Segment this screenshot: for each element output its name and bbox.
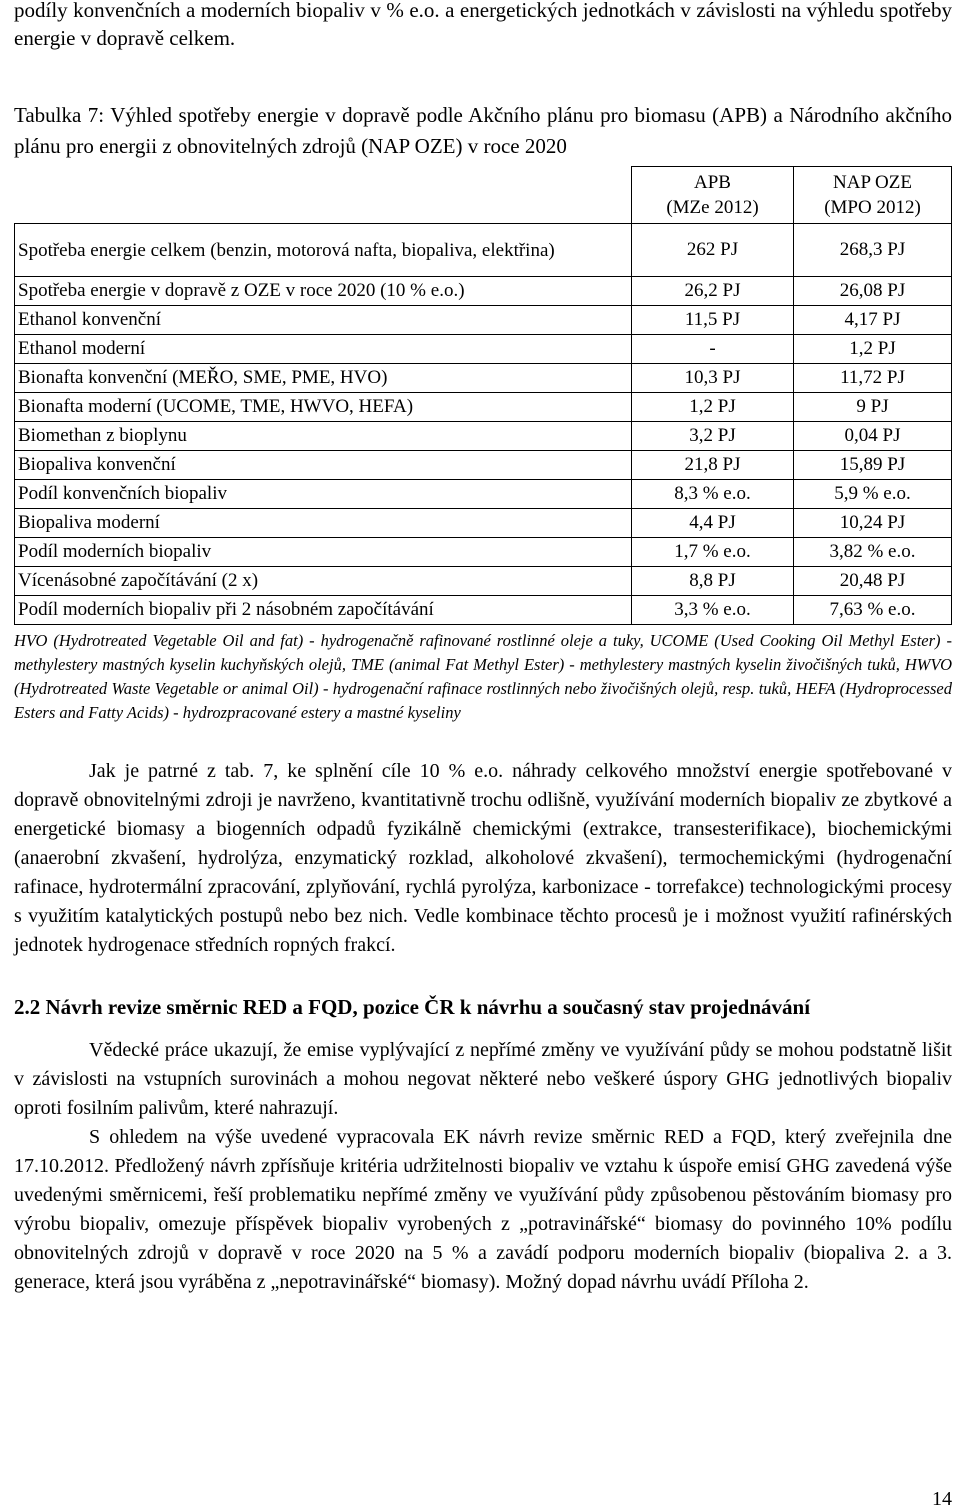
document-page (14, 0, 952, 1297)
table-row (15, 364, 952, 393)
row-apb-value: - (632, 335, 794, 364)
table-header-apb (632, 167, 794, 224)
row-apb-value: 10,3 PJ (632, 364, 794, 393)
row-nap-value: 7,63 % e.o. (794, 596, 952, 625)
row-label: Biopaliva moderní (15, 509, 632, 538)
row-label: Ethanol moderní (15, 335, 632, 364)
table-row (15, 422, 952, 451)
intro-text: podíly konvenčních a moderních biopaliv v % e.o. a energetických jednotkách v závislosti na výhledu spotřeby energie v dopravě celkem. (14, 0, 952, 50)
table-row (15, 306, 952, 335)
row-label: Podíl konvenčních biopaliv (15, 480, 632, 509)
row-label: Podíl moderních biopaliv (15, 538, 632, 567)
energy-table (14, 166, 952, 625)
table-row (15, 596, 952, 625)
row-nap-value: 5,9 % e.o. (794, 480, 952, 509)
table-caption: Tabulka 7: Výhled spotřeby energie v dopravě podle Akčního plánu pro biomasu (APB) a Národního akčního plánu pro energii z obnovitelných zdrojů (NAP OZE) v roce 2020 (14, 103, 952, 158)
row-nap-value: 1,2 PJ (794, 335, 952, 364)
row-nap-value: 268,3 PJ (794, 224, 952, 277)
row-nap-value: 4,17 PJ (794, 306, 952, 335)
row-label: Bionafta moderní (UCOME, TME, HWVO, HEFA) (15, 393, 632, 422)
row-apb-value: 1,2 PJ (632, 393, 794, 422)
nap-header-line2: (MPO 2012) (824, 197, 921, 218)
nap-header-line1: NAP OZE (833, 172, 912, 193)
table-row (15, 277, 952, 306)
row-apb-value: 262 PJ (632, 224, 794, 277)
row-label: Vícenásobné započítávání (2 x) (15, 567, 632, 596)
table-header-nap (794, 167, 952, 224)
paragraph-2: Vědecké práce ukazují, že emise vyplývající z nepřímé změny ve využívání půdy se mohou podstatně lišit v závislosti na vstupních surovinách a mohou negovat některé nebo veškeré úspory GHG jednotlivých biopaliv oproti fosilním palivům, které nahrazují. (14, 1039, 952, 1119)
table-row (15, 224, 952, 277)
paragraph-1: Jak je patrné z tab. 7, ke splnění cíle 10 % e.o. náhrady celkového množství energie spotřebované v dopravě obnovitelnými zdroji je navrženo, kvantitativně trochu odlišně, využívání moderních biopaliv ze zbytkové a energetické biomasy a biogenních odpadů fyzikálně chemickými (extrakce, transesterifikace), biochemickými (anaerobní zkvašení, hydrolýza, enzymatický rozklad, alkoholové zkvašení), termochemickými (hydrogenační rafinace, hydrotermální zpracování, zplyňování, rychlá pyrolýza, karbonizace - torrefakce) technologickými procesy s využitím katalytických postupů nebo bez nich. Vedle kombinace těchto procesů je i možnost využití rafinérských jednotek hydrogenace středních ropných frakcí. (14, 760, 952, 956)
table-row (15, 393, 952, 422)
row-nap-value: 26,08 PJ (794, 277, 952, 306)
table-header-empty-cell (15, 167, 632, 224)
row-apb-value: 3,3 % e.o. (632, 596, 794, 625)
apb-header-line1: APB (694, 172, 731, 193)
row-apb-value: 8,3 % e.o. (632, 480, 794, 509)
row-apb-value: 8,8 PJ (632, 567, 794, 596)
row-nap-value: 15,89 PJ (794, 451, 952, 480)
row-apb-value: 26,2 PJ (632, 277, 794, 306)
row-nap-value: 3,82 % e.o. (794, 538, 952, 567)
row-apb-value: 1,7 % e.o. (632, 538, 794, 567)
row-label: Bionafta konvenční (MEŘO, SME, PME, HVO) (15, 364, 632, 393)
table-row (15, 538, 952, 567)
table-row (15, 480, 952, 509)
row-label: Biomethan z bioplynu (15, 422, 632, 451)
row-apb-value: 11,5 PJ (632, 306, 794, 335)
row-apb-value: 21,8 PJ (632, 451, 794, 480)
row-apb-value: 3,2 PJ (632, 422, 794, 451)
row-nap-value: 10,24 PJ (794, 509, 952, 538)
table-row (15, 335, 952, 364)
table-row (15, 451, 952, 480)
row-nap-value: 20,48 PJ (794, 567, 952, 596)
row-label: Biopaliva konvenční (15, 451, 632, 480)
row-label: Ethanol konvenční (15, 306, 632, 335)
row-label: Spotřeba energie celkem (benzin, motorová nafta, biopaliva, elektřina) (15, 224, 632, 277)
table-note: HVO (Hydrotreated Vegetable Oil and fat) - hydrogenačně rafinované rostlinné oleje a tuky, UCOME (Used Cooking Oil Methyl Ester) - methylestery mastných kyselin kuchyňských olejů, TME (animal Fat Methyl Ester) - methylestery mastných kyselin živočišných tuků, HWVO (Hydrotreated Waste Vegetable or animal Oil) - hydrogenační rafinace rostlinných nebo živočišných olejů, resp. tuků, HEFA (Hydroprocessed Esters and Fatty Acids) - hydrozpracované estery a mastné kyseliny (14, 631, 952, 722)
paragraph-3: S ohledem na výše uvedené vypracovala EK návrh revize směrnic RED a FQD, který zveřejnila dne 17.10.2012. Předložený návrh zpřísňuje kritéria udržitelnosti biopaliv ve vztahu k úspoře emisí GHG zavedená výše uvedenými směrnicemi, řeší problematiku nepřímé změny ve využívání půdy způsobenou pěstováním biomasy pro výrobu biopaliv, omezuje příspěvek biopaliv vyrobených z „potravinářské“ biomasy do povinného 10% podílu obnovitelných zdrojů v dopravě v roce 2020 na 5 % a zavádí podporu moderních biopaliv (biopaliva 2. a 3. generace, která jsou vyráběna z „nepotravinářské“ biomasy). Možný dopad návrhu uvádí Příloha 2. (14, 1126, 952, 1293)
table-header-row (15, 167, 952, 224)
apb-header-line2: (MZe 2012) (666, 197, 759, 218)
row-nap-value: 0,04 PJ (794, 422, 952, 451)
row-label: Podíl moderních biopaliv při 2 násobném započítávání (15, 596, 632, 625)
row-nap-value: 11,72 PJ (794, 364, 952, 393)
section-heading: 2.2 Návrh revize směrnic RED a FQD, pozice ČR k návrhu a současný stav projednávání (14, 995, 811, 1019)
table-row (15, 509, 952, 538)
page-number: 14 (932, 1488, 952, 1510)
table-row (15, 567, 952, 596)
row-label: Spotřeba energie v dopravě z OZE v roce 2020 (10 % e.o.) (15, 277, 632, 306)
row-nap-value: 9 PJ (794, 393, 952, 422)
row-apb-value: 4,4 PJ (632, 509, 794, 538)
